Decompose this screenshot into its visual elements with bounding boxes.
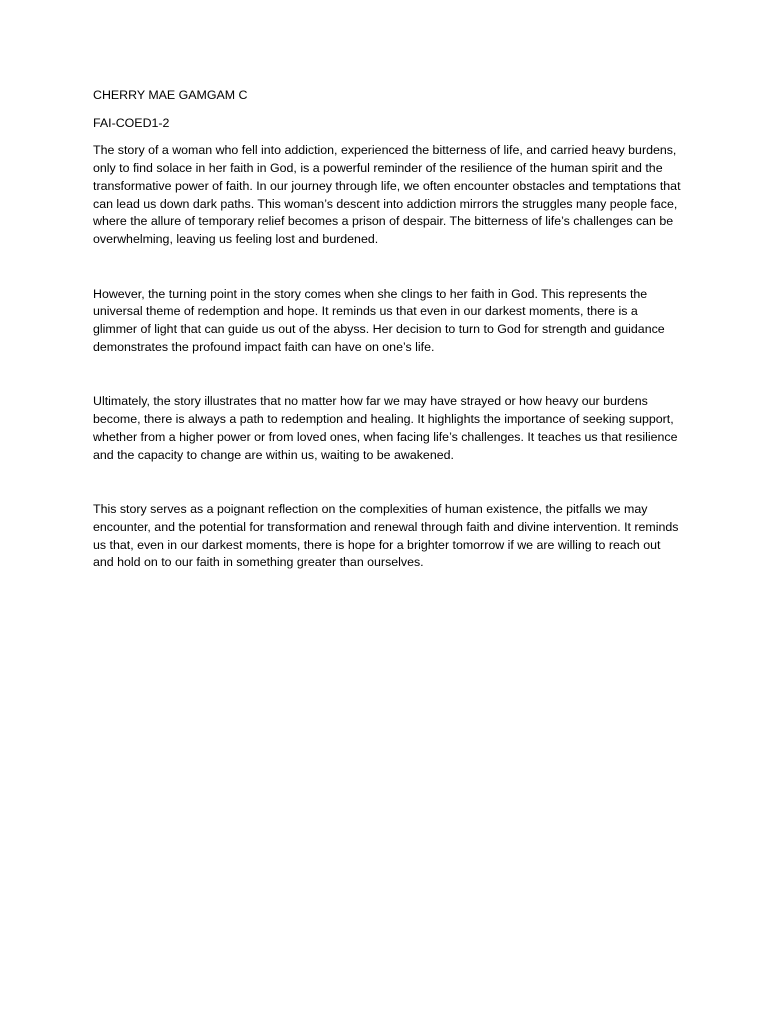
author-name: CHERRY MAE GAMGAM C xyxy=(93,88,248,102)
paragraph-3: Ultimately, the story illustrates that no matter how far we may have strayed or how heavy our burdens become, there is always a path to redemption and healing. It highlights the importance of seeking support, whether from a higher power or from loved ones, when facing life’s challenges. It teaches us that resilience and the capacity to change are within us, waiting to be awakened. xyxy=(93,394,678,462)
paragraph-2: However, the turning point in the story comes when she clings to her faith in God. This represents the universal theme of redemption and hope. It reminds us that even in our darkest moments, there is a glimmer of light that can guide us out of the abyss. Her decision to turn to God for strength and guidance demonstrates the profound impact faith can have on one’s life. xyxy=(93,286,665,354)
document-body xyxy=(93,87,683,572)
paragraph-4: This story serves as a poignant reflection on the complexities of human existence, the pitfalls we may encounter, and the potential for transformation and renewal through faith and divine intervention. It reminds us that, even in our darkest moments, there is hope for a brighter tomorrow if we are willing to reach out and hold on to our faith in something greater than ourselves. xyxy=(93,502,679,570)
paragraph-1: The story of a woman who fell into addiction, experienced the bitterness of life, and carried heavy burdens, only to find solace in her faith in God, is a powerful reminder of the resilience of the human spirit and the transformative power of faith. In our journey through life, we often encounter obstacles and temptations that can lead us down dark paths. This woman’s descent into addiction mirrors the struggles many people face, where the allure of temporary relief becomes a prison of despair. The bitterness of life’s challenges can be overwhelming, leaving us feeling lost and burdened. xyxy=(93,143,681,246)
section-code: FAI-COED1-2 xyxy=(93,115,170,130)
